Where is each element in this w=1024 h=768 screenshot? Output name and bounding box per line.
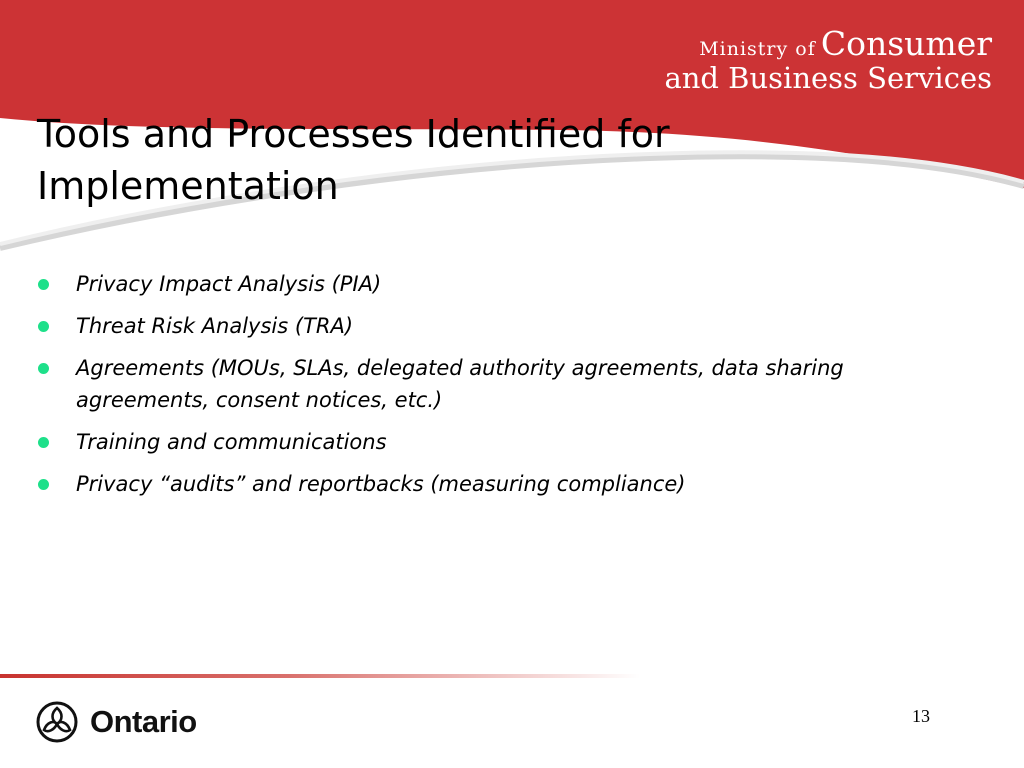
list-item [38,352,898,416]
ministry-prefix: Ministry of [699,38,816,60]
bullet-text: Privacy “audits” and reportbacks (measuring compliance) [76,472,686,496]
list-item [38,468,898,500]
list-item [38,310,898,342]
bullet-dot-icon [38,279,49,290]
bullet-dot-icon [38,321,49,332]
bullet-dot-icon [38,479,49,490]
ontario-logo [36,700,197,744]
ministry-name-line1: Consumer [820,24,992,63]
bullet-dot-icon [38,363,49,374]
bullet-list [38,268,898,510]
slide-title: Tools and Processes Identified for Implementation [37,112,670,208]
bullet-text: Privacy Impact Analysis (PIA) [76,272,382,296]
logo-text: Ontario [90,704,197,739]
bullet-text: Training and communications [76,430,387,454]
ministry-name-line2: and Business Services [664,61,992,95]
ministry-name [664,26,992,94]
list-item [38,268,898,300]
bullet-text: Threat Risk Analysis (TRA) [76,314,354,338]
ontario-trillium-icon [36,701,78,743]
bullet-text: Agreements (MOUs, SLAs, delegated authority agreements, data sharing agreements, consent notices, etc.) [76,356,844,412]
list-item [38,426,898,458]
footer-divider [0,674,640,678]
page-number: 13 [912,706,930,726]
bullet-dot-icon [38,437,49,448]
